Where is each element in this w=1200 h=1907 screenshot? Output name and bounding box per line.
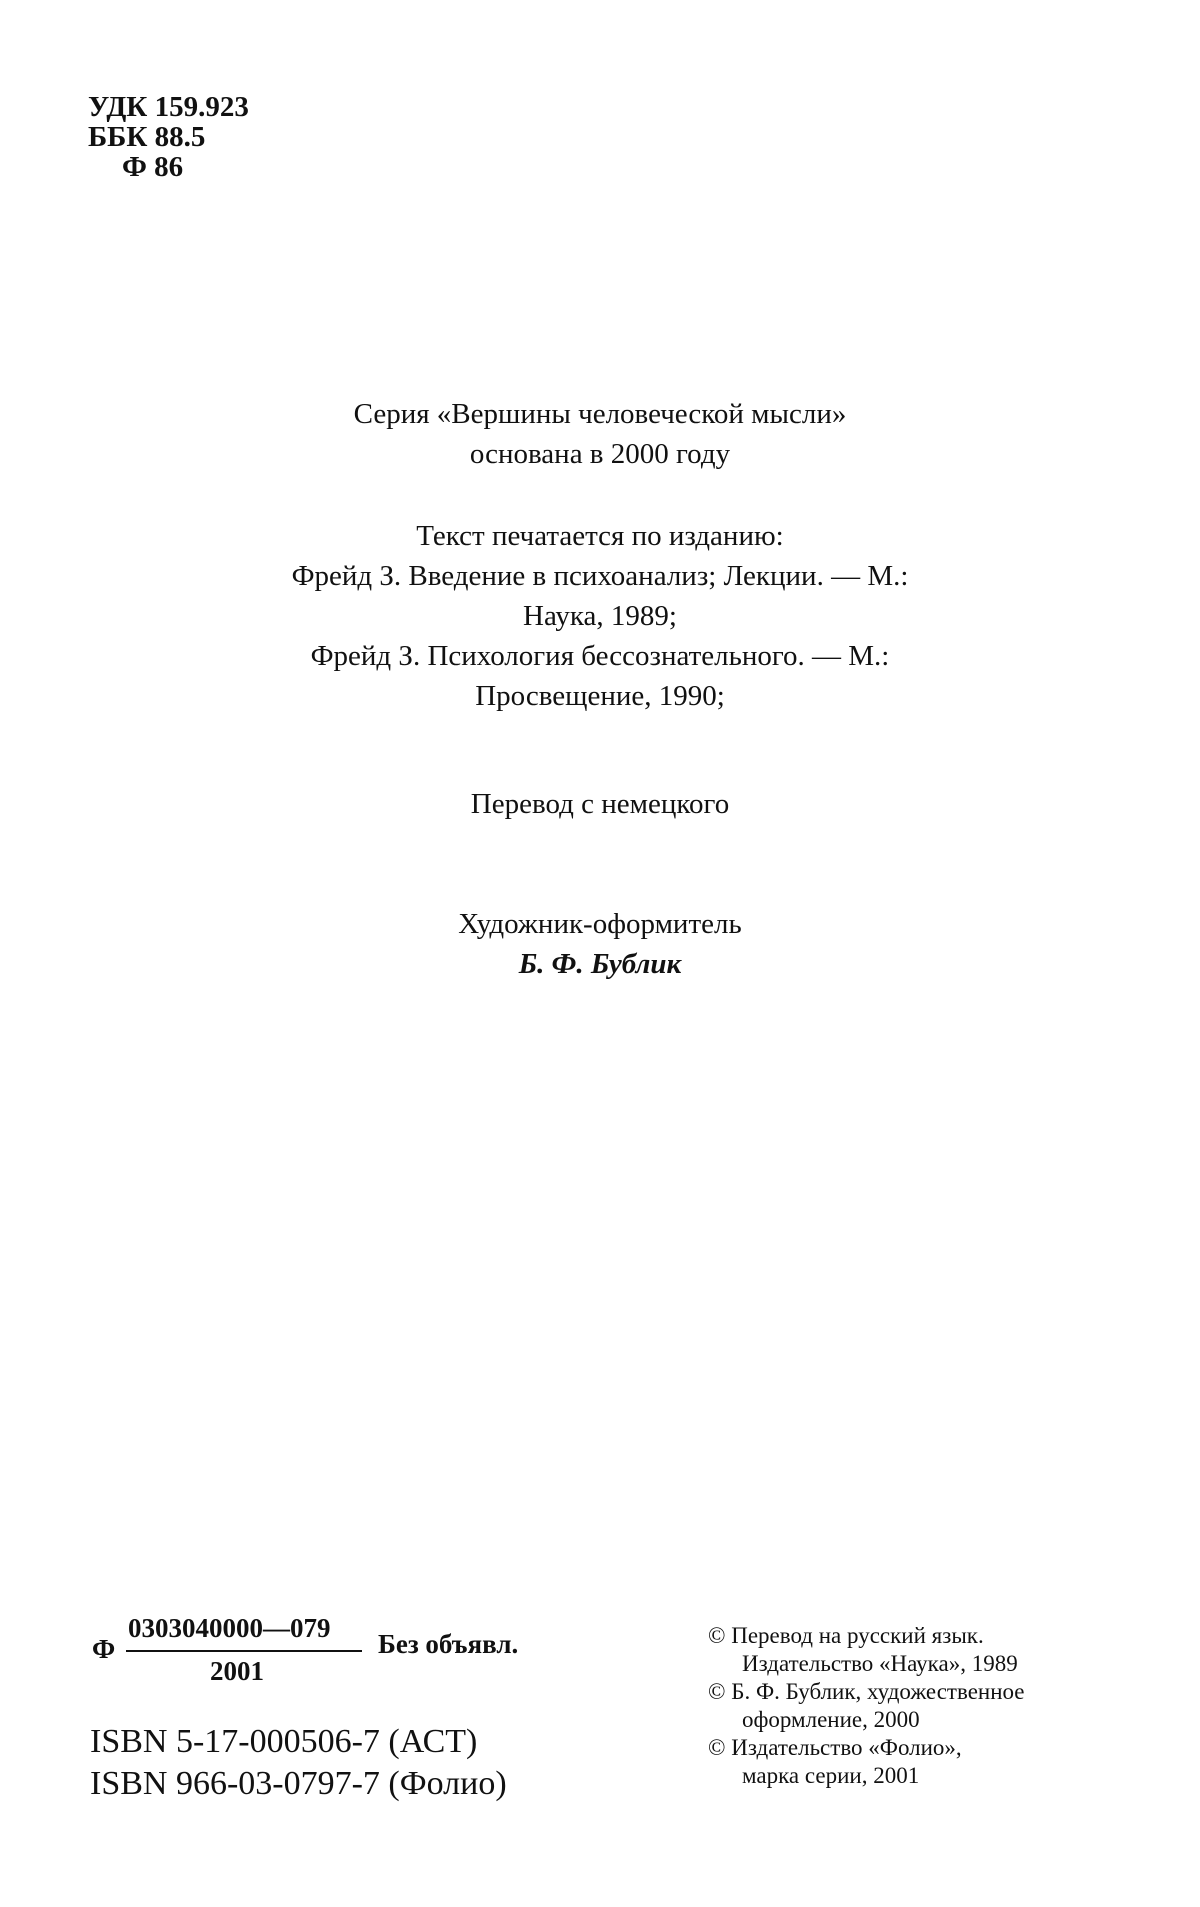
translation-block <box>0 784 1200 824</box>
series-founded: основана в 2000 году <box>469 438 731 470</box>
copyright-symbol: © <box>708 1623 726 1648</box>
copyright-line: © Издательство «Фолио», <box>708 1735 962 1760</box>
copyright-symbol: © <box>708 1679 726 1704</box>
copyright-folio: © Издательство «Фолио», марка серии, 2001 <box>708 1735 962 1788</box>
source-ref2-line1: Фрейд З. Психология бессознательного. — М.: <box>310 640 890 672</box>
source-ref1-line2: Наука, 1989; <box>523 600 677 632</box>
price-code-denominator: 2001 <box>210 1656 264 1686</box>
price-code-numerator: 0303040000—079 <box>128 1613 331 1643</box>
price-code-letter: Ф <box>92 1634 116 1664</box>
copyright-line: © Б. Ф. Бублик, художественное <box>708 1679 1025 1704</box>
series-block <box>0 394 1200 474</box>
fraction-bar <box>126 1650 362 1652</box>
price-note: Без объявл. <box>378 1629 519 1659</box>
copyright-translation: © Перевод на русский язык. Издательство «Наука», 1989 <box>708 1623 1018 1676</box>
designer-name: Б. Ф. Бублик <box>518 948 682 980</box>
bbk-code: ББК 88.5 <box>88 121 206 153</box>
copyright-symbol: © <box>708 1735 726 1760</box>
copyright-design: © Б. Ф. Бублик, художественное оформление, 2000 <box>708 1679 1025 1732</box>
isbn-folio: ISBN 966-03-0797-7 (Фолио) <box>90 1765 507 1802</box>
copyright-line: © Перевод на русский язык. <box>708 1623 984 1648</box>
series-title: Серия «Вершины человеческой мысли» <box>353 398 847 430</box>
designer-block <box>0 904 1200 984</box>
author-mark: Ф 86 <box>122 151 184 183</box>
udk-code: УДК 159.923 <box>88 91 249 123</box>
designer-role: Художник-оформитель <box>458 908 742 940</box>
translation-note: Перевод с немецкого <box>470 788 730 820</box>
source-intro: Текст печатается по изданию: <box>416 520 784 552</box>
source-block <box>0 516 1200 716</box>
isbn-ast: ISBN 5-17-000506-7 (АСТ) <box>90 1723 478 1760</box>
source-ref1-line1: Фрейд З. Введение в психоанализ; Лекции. — М.: <box>291 560 909 592</box>
source-ref2-line2: Просвещение, 1990; <box>475 680 725 712</box>
